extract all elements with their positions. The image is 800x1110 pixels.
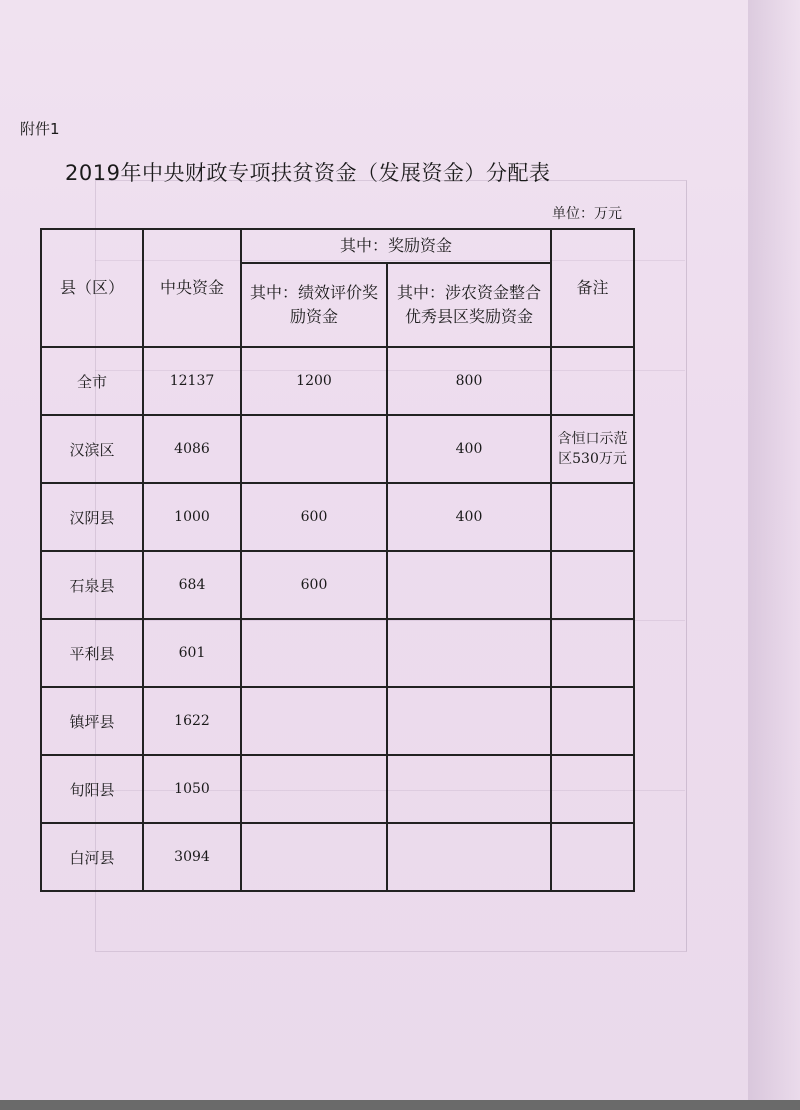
unit-label: 单位：万元 — [552, 206, 622, 222]
remark-cell — [551, 823, 634, 891]
allocation-table — [40, 228, 635, 892]
header-county: 县（区） — [41, 229, 143, 347]
agri-reward-cell: 400 — [387, 483, 551, 551]
performance-reward-cell: 600 — [241, 483, 387, 551]
agri-reward-cell: 400 — [387, 415, 551, 483]
table-row — [41, 619, 634, 687]
document-title: 2019年中央财政专项扶贫资金（发展资金）分配表 — [65, 161, 551, 185]
performance-reward-cell — [241, 755, 387, 823]
central-funds-cell: 1000 — [143, 483, 241, 551]
central-funds-cell: 601 — [143, 619, 241, 687]
central-funds-cell: 1050 — [143, 755, 241, 823]
county-cell: 白河县 — [41, 823, 143, 891]
remark-cell — [551, 483, 634, 551]
remark-cell: 含恒口示范区530万元 — [551, 415, 634, 483]
agri-reward-cell — [387, 551, 551, 619]
performance-reward-cell: 1200 — [241, 347, 387, 415]
page-edge-shadow — [748, 0, 800, 1110]
remark-cell — [551, 347, 634, 415]
table-row — [41, 483, 634, 551]
performance-reward-cell — [241, 823, 387, 891]
county-cell: 旬阳县 — [41, 755, 143, 823]
table-row — [41, 347, 634, 415]
county-cell: 镇坪县 — [41, 687, 143, 755]
performance-reward-cell — [241, 619, 387, 687]
agri-reward-cell — [387, 687, 551, 755]
table-row — [41, 687, 634, 755]
agri-reward-cell — [387, 619, 551, 687]
central-funds-cell: 12137 — [143, 347, 241, 415]
county-cell: 平利县 — [41, 619, 143, 687]
performance-reward-cell — [241, 415, 387, 483]
county-cell: 石泉县 — [41, 551, 143, 619]
header-remarks: 备注 — [551, 229, 634, 347]
scan-bottom-edge — [0, 1100, 800, 1110]
performance-reward-cell — [241, 687, 387, 755]
central-funds-cell: 684 — [143, 551, 241, 619]
agri-reward-cell: 800 — [387, 347, 551, 415]
remark-cell — [551, 755, 634, 823]
performance-reward-cell: 600 — [241, 551, 387, 619]
header-reward-funds: 其中：奖励资金 — [241, 229, 551, 263]
remark-cell — [551, 687, 634, 755]
remark-cell — [551, 551, 634, 619]
central-funds-cell: 3094 — [143, 823, 241, 891]
table-row — [41, 415, 634, 483]
remark-cell — [551, 619, 634, 687]
table-row — [41, 755, 634, 823]
header-performance-reward: 其中：绩效评价奖励资金 — [241, 263, 387, 347]
attachment-label: 附件1 — [20, 120, 60, 138]
table-row — [41, 551, 634, 619]
county-cell: 全市 — [41, 347, 143, 415]
central-funds-cell: 4086 — [143, 415, 241, 483]
header-central-funds: 中央资金 — [143, 229, 241, 347]
table-row — [41, 823, 634, 891]
central-funds-cell: 1622 — [143, 687, 241, 755]
county-cell: 汉阴县 — [41, 483, 143, 551]
agri-reward-cell — [387, 823, 551, 891]
agri-reward-cell — [387, 755, 551, 823]
header-agri-integration-reward: 其中：涉农资金整合优秀县区奖励资金 — [387, 263, 551, 347]
table-header-row — [41, 229, 634, 263]
county-cell: 汉滨区 — [41, 415, 143, 483]
